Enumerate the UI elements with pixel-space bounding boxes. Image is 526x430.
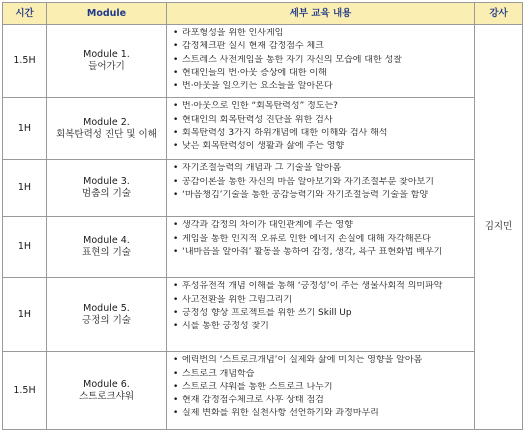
list-item: • 실제 변화를 위한 실천사항 선언하기와 과정마무리 [173, 408, 470, 419]
time-cell: 1H [3, 160, 47, 217]
header-time: 시간 [3, 3, 47, 25]
list-item: • 낮은 회복탄력성이 생활과 삶에 주는 영향 [173, 141, 470, 152]
module-title: Module 4. [83, 235, 130, 247]
detail-list [173, 163, 470, 201]
list-item: • 스트로크 샤워를 통한 스트로크 나누기 [173, 382, 470, 393]
list-item: • 회복탄력성 3가지 하위개념에 대한 이해와 검사 해석 [173, 128, 470, 139]
module-cell [47, 352, 167, 430]
module-title: Module 6. [83, 378, 130, 390]
module-subtitle: 회복탄력성 진단 및 이해 [56, 128, 157, 140]
module-title: Module 3. [83, 176, 130, 188]
time-cell: 1H [3, 98, 47, 160]
module-cell [47, 160, 167, 217]
list-item: • 번·아웃을 일으키는 요소들을 알아본다 [173, 81, 470, 92]
list-item: • ‘내마음을 알아줘’ 활동을 통하여 감정, 생각, 욕구 표현화법 배우기 [173, 247, 470, 258]
detail-list [173, 355, 470, 419]
curriculum-table [2, 2, 523, 430]
list-item: • 게임을 통한 인지적 오류로 인한 에너지 손실에 대해 자각해본다 [173, 234, 470, 245]
list-item: • 자기조절능력의 개념과 그 기술을 알아봄 [173, 163, 470, 174]
table-row [3, 98, 523, 160]
list-item: • 스트레스 사전게임을 통한 자기 자신의 모습에 대한 성찰 [173, 55, 470, 66]
table-row [3, 352, 523, 430]
time-cell: 1.5H [3, 25, 47, 98]
table-row [3, 160, 523, 217]
instructor-cell: 김지민 [475, 25, 523, 430]
table-row [3, 217, 523, 278]
list-item: • 후성유전적 개념 이해를 통해 ‘긍정성’이 주는 생물사회적 의미파악 [173, 281, 470, 292]
module-cell [47, 278, 167, 352]
list-item: • 감정체크판 실시 현재 감정점수 체크 [173, 41, 470, 52]
list-item: • 현대인들의 번·아웃 증상에 대한 이해 [173, 68, 470, 79]
list-item: • 번·아웃으로 인한 “회복탄력성” 정도는? [173, 101, 470, 112]
module-subtitle: 멈춤의 기술 [82, 188, 131, 200]
list-item: • 긍정성 향상 프로젝트를 위한 쓰기 Skill Up [173, 308, 470, 319]
header-instructor: 강사 [475, 3, 523, 25]
detail-cell [167, 217, 475, 278]
module-title: Module 2. [83, 116, 130, 128]
list-item: • 현재 감정점수체크로 사후 상태 점검 [173, 395, 470, 406]
detail-cell [167, 98, 475, 160]
table-row [3, 25, 523, 98]
detail-cell [167, 25, 475, 98]
detail-list [173, 28, 470, 92]
time-cell: 1.5H [3, 352, 47, 430]
detail-list [173, 281, 470, 332]
list-item: • 시를 통한 긍정성 찾기 [173, 321, 470, 332]
list-item: • 현대인의 회복탄력성 진단을 위한 검사 [173, 115, 470, 126]
module-title: Module 5. [83, 302, 130, 314]
module-subtitle: 들어가기 [88, 61, 125, 73]
time-cell: 1H [3, 217, 47, 278]
module-subtitle: 긍정의 기술 [82, 314, 131, 326]
detail-list [173, 220, 470, 258]
module-cell [47, 217, 167, 278]
module-cell [47, 98, 167, 160]
detail-cell [167, 352, 475, 430]
header-detail: 세부 교육 내용 [167, 3, 475, 25]
module-cell [47, 25, 167, 98]
list-item: • ‘마음챙김’기술을 통한 공감능력기와 자기조절능력 기술을 함양 [173, 190, 470, 201]
detail-cell [167, 160, 475, 217]
list-item: • 공감이론을 통한 자신의 마음 알아보기와 자기조절부분 찾아보기 [173, 177, 470, 188]
list-item: • 에릭번의 ‘스트로크개념’이 실제와 삶에 미치는 영향을 알아봄 [173, 355, 470, 366]
list-item: • 사고전환을 위한 그림그리기 [173, 295, 470, 306]
list-item: • 라포형성을 위한 인사게임 [173, 28, 470, 39]
list-item: • 생각과 감정의 차이가 대인관계에 주는 영향 [173, 220, 470, 231]
module-subtitle: 스트로크샤워 [78, 390, 135, 402]
time-cell: 1H [3, 278, 47, 352]
header-module: Module [47, 3, 167, 25]
list-item: • 스트로크 개념학습 [173, 369, 470, 380]
detail-cell [167, 278, 475, 352]
table-header-row [3, 3, 523, 25]
detail-list [173, 101, 470, 152]
table-row [3, 278, 523, 352]
module-title: Module 1. [83, 49, 130, 61]
module-subtitle: 표현의 기술 [82, 247, 131, 259]
